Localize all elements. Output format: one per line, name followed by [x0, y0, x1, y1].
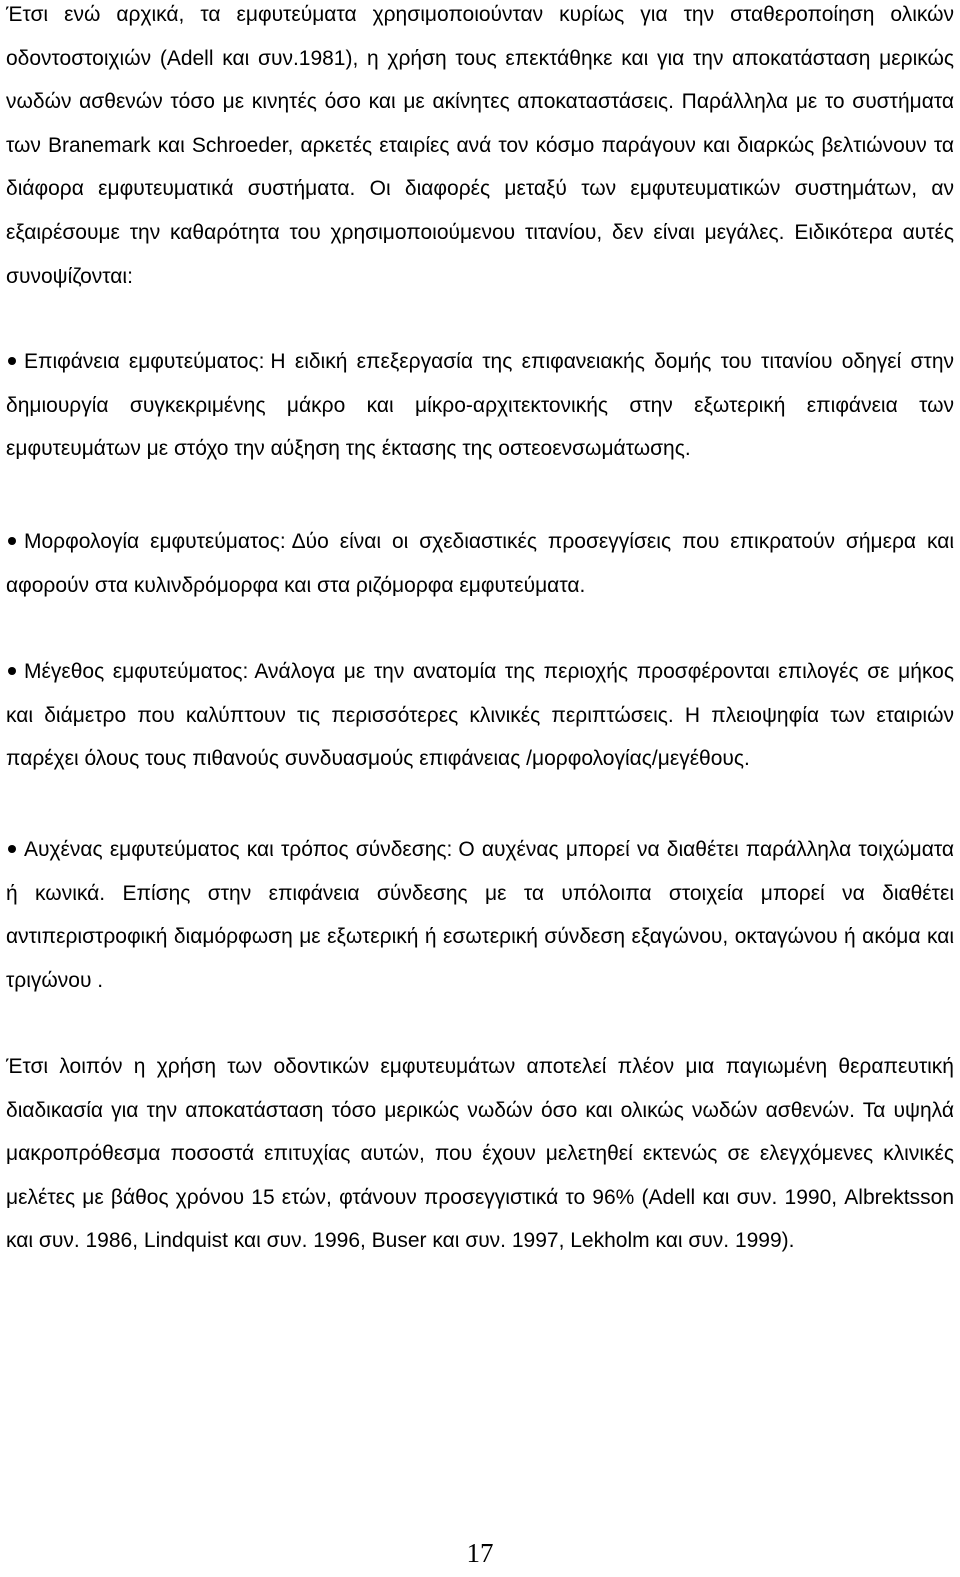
- bullet-item-size: [6, 650, 954, 781]
- intro-paragraph: Έτσι ενώ αρχικά, τα εμφυτεύματα χρησιμοποιούνταν κυρίως για την σταθεροποίηση ολικών οδοντοστοιχιών (Adell και συν.1981), η χρήση τους επεκτάθηκε και για την αποκατάσταση μερικώς νωδών ασθενών τόσο με κινητές όσο και με ακίνητες αποκαταστάσεις. Παράλληλα με το συστήματα των Branemark και Schroeder, αρκετές εταιρίες ανά τον κόσμο παράγουν και διαρκώς βελτιώνουν τα διάφορα εμφυτευματικά συστήματα. Οι διαφορές μεταξύ των εμφυτευματικών συστημάτων, αν εξαιρέσουμε την καθαρότητα του χρησιμοποιούμενου τιτανίου, δεν είναι μεγάλες. Ειδικότερα αυτές συνοψίζονται:: [6, 3, 954, 288]
- bullet-text: Ο αυχένας μπορεί να διαθέτει παράλληλα τοιχώματα ή κωνικά. Επίσης στην επιφάνεια σύνδεσης με τα υπόλοιπα στοιχεία μπορεί να διαθέτει αντιπεριστροφική διαμόρφωση με εξωτερική ή εσωτερική σύνδεση εξαγώνου, οκταγώνου ή ακόμα και τριγώνου .: [6, 838, 954, 992]
- bullet-text: Ανάλογα με την ανατομία της περιοχής προσφέρονται επιλογές σε μήκος και διάμετρο που καλύπτουν τις περισσότερες κλινικές περιπτώσεις. Η πλειοψηφία των εταιριών παρέχει όλους τους πιθανούς συνδυασμούς επιφάνειας /μορφολογίας/μεγέθους.: [6, 660, 954, 771]
- conclusion-paragraph: Έτσι λοιπόν η χρήση των οδοντικών εμφυτευμάτων αποτελεί πλέον μια παγιωμένη θεραπευτική διαδικασία για την αποκατάσταση τόσο μερικώς νωδών όσο και ολικώς νωδών ασθενών. Τα υψηλά μακροπρόθεσμα ποσοστά επιτυχίας αυτών, που έχουν μελετηθεί εκτενώς σε ελεγχόμενες κλινικές μελέτες με βάθος χρόνου 15 ετών, φτάνουν προσεγγιστικά το 96% (Adell και συν. 1990, Albrektsson και συν. 1986, Lindquist και συν. 1996, Buser και συν. 1997, Lekholm και συν. 1999).: [6, 1055, 954, 1253]
- bullet-label: Μορφολογία εμφυτεύματος:: [24, 530, 286, 553]
- bullet-label: Επιφάνεια εμφυτεύματος:: [24, 350, 265, 373]
- bullet-label: Μέγεθος εμφυτεύματος:: [24, 660, 249, 683]
- bullet-icon: [8, 667, 16, 675]
- bullet-label: Αυχένας εμφυτεύματος και τρόπος σύνδεσης:: [24, 838, 453, 861]
- bullet-item-surface: [6, 340, 954, 471]
- bullet-icon: [8, 357, 16, 365]
- bullet-icon: [8, 537, 16, 545]
- bullet-item-morphology: [6, 520, 954, 607]
- bullet-text: Δύο είναι οι σχεδιαστικές προσεγγίσεις που επικρατούν σήμερα και αφορούν στα κυλινδρόμορφα και στα ριζόμορφα εμφυτεύματα.: [6, 530, 955, 597]
- bullet-icon: [8, 845, 16, 853]
- page-number: 17: [466, 1538, 494, 1568]
- bullet-item-neck-connection: [6, 828, 954, 1002]
- bullet-text: Η ειδική επεξεργασία της επιφανειακής δομής του τιτανίου οδηγεί στην δημιουργία συγκεκριμένης μάκρο και μίκρο-αρχιτεκτονικής στην εξωτερική επιφάνεια των εμφυτευμάτων με στόχο την αύξηση της έκτασης της οστεοενσωμάτωσης.: [6, 350, 954, 461]
